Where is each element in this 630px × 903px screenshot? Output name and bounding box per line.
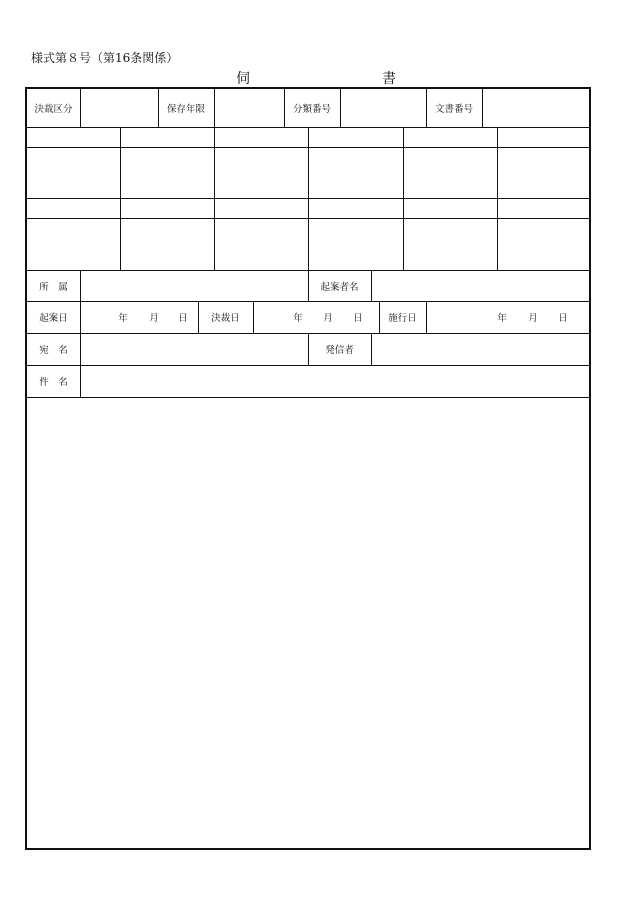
decision-date-label: 決裁日 [211,313,240,324]
form-frame [25,87,591,850]
draft-date-label: 起案日 [39,313,68,324]
enforcement-month-unit: 月 [528,313,538,324]
draft-date-field[interactable] [81,302,197,332]
decision-class-field[interactable] [81,90,157,126]
addressee-label: 宛 名 [39,345,68,356]
draft-year-unit: 年 [118,313,128,324]
decision-class-label: 決裁区分 [34,104,73,115]
document-body-area[interactable] [27,398,590,848]
category-number-label: 分類番号 [292,104,331,115]
decision-date-field[interactable] [254,302,378,332]
decision-month-unit: 月 [323,313,333,324]
affiliation-field[interactable] [81,271,307,300]
drafter-name-field[interactable] [372,271,589,300]
approval-stamp-grid[interactable] [27,128,590,269]
sender-field[interactable] [372,334,589,364]
title-char-right: 書 [382,71,396,87]
enforcement-date-field[interactable] [427,302,589,332]
title-char-left: 伺 [236,71,250,87]
form-number-label: 様式第８号（第16条関係） [31,51,179,65]
document-number-label: 文書番号 [434,104,473,115]
decision-day-unit: 日 [353,313,363,324]
subject-field[interactable] [81,366,589,396]
sender-label: 発信者 [325,345,354,356]
subject-label: 件 名 [39,377,68,388]
retention-period-field[interactable] [215,90,283,126]
affiliation-label: 所 属 [39,281,68,293]
enforcement-day-unit: 日 [558,313,568,324]
enforcement-date-label: 施行日 [388,313,417,324]
enforcement-year-unit: 年 [497,313,507,324]
draft-day-unit: 日 [178,313,188,324]
decision-year-unit: 年 [293,313,303,324]
category-number-field[interactable] [341,90,425,126]
retention-period-label: 保存年限 [166,104,205,115]
drafter-name-label: 起案者名 [320,281,359,293]
document-number-field[interactable] [483,90,589,126]
addressee-field[interactable] [81,334,307,364]
draft-month-unit: 月 [149,313,159,324]
